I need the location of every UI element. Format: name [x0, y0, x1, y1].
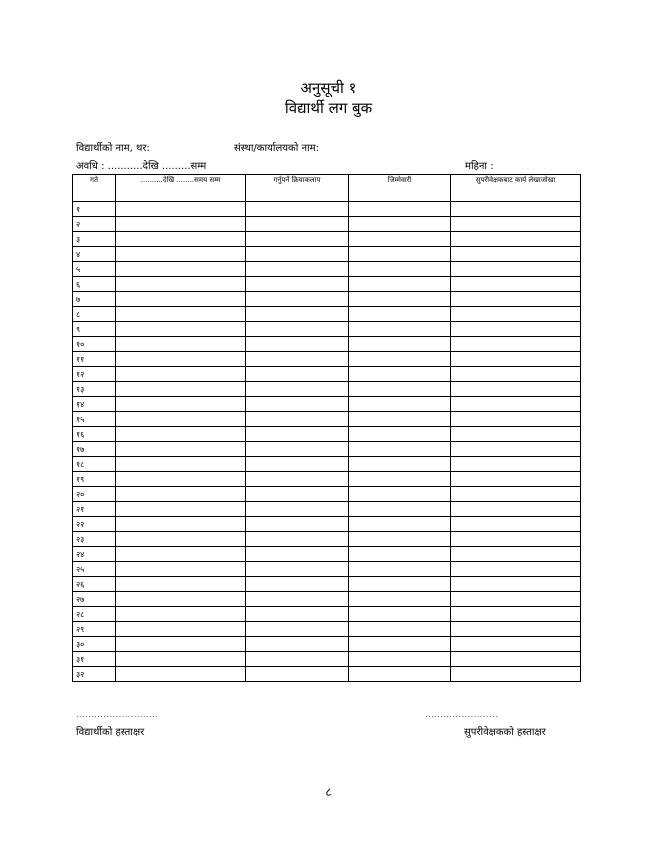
time-cell[interactable] [116, 322, 246, 337]
day-number-cell: ३१ [73, 652, 116, 667]
day-number-cell: १० [73, 337, 116, 352]
responsibility-cell[interactable] [349, 592, 451, 607]
time-cell[interactable] [116, 442, 246, 457]
log-table [72, 174, 581, 682]
table-row [73, 577, 581, 592]
evaluation-cell[interactable] [451, 592, 581, 607]
organization-name-label: संस्था/कार्यालयको नाम: [234, 143, 319, 154]
day-number-cell: ७ [73, 292, 116, 307]
responsibility-cell[interactable] [349, 427, 451, 442]
responsibility-cell[interactable] [349, 247, 451, 262]
table-row [73, 262, 581, 277]
evaluation-cell[interactable] [451, 382, 581, 397]
time-cell[interactable] [116, 397, 246, 412]
time-cell[interactable] [116, 232, 246, 247]
evaluation-cell[interactable] [451, 217, 581, 232]
evaluation-cell[interactable] [451, 637, 581, 652]
time-cell[interactable] [116, 562, 246, 577]
table-row [73, 412, 581, 427]
activity-cell[interactable] [246, 487, 349, 502]
table-row [73, 307, 581, 322]
day-number-cell: २१ [73, 502, 116, 517]
responsibility-cell[interactable] [349, 232, 451, 247]
day-number-cell: ३ [73, 232, 116, 247]
table-row [73, 382, 581, 397]
table-row [73, 427, 581, 442]
table-row [73, 367, 581, 382]
time-cell[interactable] [116, 337, 246, 352]
time-cell[interactable] [116, 412, 246, 427]
responsibility-cell[interactable] [349, 397, 451, 412]
log-book-title: विद्यार्थी लग बुक [284, 99, 373, 117]
evaluation-cell[interactable] [451, 202, 581, 217]
activity-cell[interactable] [246, 442, 349, 457]
day-number-cell: १४ [73, 397, 116, 412]
activity-cell[interactable] [246, 322, 349, 337]
table-row [73, 517, 581, 532]
table-row [73, 232, 581, 247]
day-number-cell: २२ [73, 517, 116, 532]
responsibility-cell[interactable] [349, 442, 451, 457]
evaluation-cell[interactable] [451, 412, 581, 427]
column-header-time: ..........देखि ........समय सम्म [116, 175, 246, 202]
day-number-cell: १८ [73, 457, 116, 472]
table-row [73, 337, 581, 352]
responsibility-cell[interactable] [349, 607, 451, 622]
time-cell[interactable] [116, 307, 246, 322]
table-row [73, 592, 581, 607]
table-row [73, 277, 581, 292]
column-header-supervisor-evaluation: सुपरीवेक्षकबाट कार्य लेखाजोखा [451, 175, 581, 202]
time-cell[interactable] [116, 607, 246, 622]
activity-cell[interactable] [246, 532, 349, 547]
table-row [73, 322, 581, 337]
time-cell[interactable] [116, 352, 246, 367]
activity-cell[interactable] [246, 262, 349, 277]
day-number-cell: २७ [73, 592, 116, 607]
responsibility-cell[interactable] [349, 217, 451, 232]
activity-cell[interactable] [246, 562, 349, 577]
table-row [73, 247, 581, 262]
responsibility-cell[interactable] [349, 517, 451, 532]
responsibility-cell[interactable] [349, 352, 451, 367]
evaluation-cell[interactable] [451, 247, 581, 262]
time-cell[interactable] [116, 667, 246, 682]
day-number-cell: ४ [73, 247, 116, 262]
responsibility-cell[interactable] [349, 412, 451, 427]
supervisor-signature-label: सुपरीवेक्षकको हस्ताक्षर [464, 727, 546, 738]
evaluation-cell[interactable] [451, 652, 581, 667]
activity-cell[interactable] [246, 277, 349, 292]
student-signature-line: ........................... [76, 710, 159, 719]
evaluation-cell[interactable] [451, 367, 581, 382]
time-cell[interactable] [116, 502, 246, 517]
responsibility-cell[interactable] [349, 367, 451, 382]
activity-cell[interactable] [246, 217, 349, 232]
activity-cell[interactable] [246, 232, 349, 247]
supervisor-signature-line: ........................ [425, 710, 499, 719]
day-number-cell: १३ [73, 382, 116, 397]
table-row [73, 472, 581, 487]
time-cell[interactable] [116, 277, 246, 292]
activity-cell[interactable] [246, 367, 349, 382]
table-row [73, 397, 581, 412]
period-label: अवधि : ...........देखि .........सम्म [76, 161, 207, 172]
activity-cell[interactable] [246, 607, 349, 622]
evaluation-cell[interactable] [451, 472, 581, 487]
day-number-cell: २० [73, 487, 116, 502]
responsibility-cell[interactable] [349, 622, 451, 637]
evaluation-cell[interactable] [451, 487, 581, 502]
activity-cell[interactable] [246, 592, 349, 607]
day-number-cell: १९ [73, 472, 116, 487]
time-cell[interactable] [116, 637, 246, 652]
student-name-label: विद्यार्थीको नाम, थर: [76, 143, 150, 154]
activity-cell[interactable] [246, 202, 349, 217]
responsibility-cell[interactable] [349, 262, 451, 277]
responsibility-cell[interactable] [349, 577, 451, 592]
responsibility-cell[interactable] [349, 547, 451, 562]
evaluation-cell[interactable] [451, 517, 581, 532]
responsibility-cell[interactable] [349, 337, 451, 352]
responsibility-cell[interactable] [349, 637, 451, 652]
page-number: ८ [325, 785, 332, 799]
responsibility-cell[interactable] [349, 292, 451, 307]
responsibility-cell[interactable] [349, 277, 451, 292]
day-number-cell: १२ [73, 367, 116, 382]
day-number-cell: २६ [73, 577, 116, 592]
activity-cell[interactable] [246, 652, 349, 667]
day-number-cell: १७ [73, 442, 116, 457]
evaluation-cell[interactable] [451, 667, 581, 682]
time-cell[interactable] [116, 247, 246, 262]
day-number-cell: ८ [73, 307, 116, 322]
activity-cell[interactable] [246, 292, 349, 307]
time-cell[interactable] [116, 217, 246, 232]
appendix-title: अनुसूची १ [300, 79, 357, 97]
evaluation-cell[interactable] [451, 562, 581, 577]
evaluation-cell[interactable] [451, 352, 581, 367]
time-cell[interactable] [116, 292, 246, 307]
responsibility-cell[interactable] [349, 562, 451, 577]
day-number-cell: १६ [73, 427, 116, 442]
responsibility-cell[interactable] [349, 382, 451, 397]
day-number-cell: ३० [73, 637, 116, 652]
day-number-cell: ५ [73, 262, 116, 277]
activity-cell[interactable] [246, 667, 349, 682]
evaluation-cell[interactable] [451, 457, 581, 472]
activity-cell[interactable] [246, 397, 349, 412]
time-cell[interactable] [116, 532, 246, 547]
table-row [73, 622, 581, 637]
activity-cell[interactable] [246, 427, 349, 442]
student-signature-label: विद्यार्थीको हस्ताक्षर [76, 727, 145, 738]
responsibility-cell[interactable] [349, 307, 451, 322]
evaluation-cell[interactable] [451, 337, 581, 352]
responsibility-cell[interactable] [349, 502, 451, 517]
table-row [73, 457, 581, 472]
responsibility-cell[interactable] [349, 322, 451, 337]
table-row [73, 607, 581, 622]
column-header-responsibility: जिम्मेवारी [349, 175, 451, 202]
table-row [73, 217, 581, 232]
time-cell[interactable] [116, 472, 246, 487]
table-row [73, 532, 581, 547]
table-row [73, 352, 581, 367]
responsibility-cell[interactable] [349, 532, 451, 547]
evaluation-cell[interactable] [451, 262, 581, 277]
time-cell[interactable] [116, 577, 246, 592]
time-cell[interactable] [116, 382, 246, 397]
responsibility-cell[interactable] [349, 652, 451, 667]
evaluation-cell[interactable] [451, 442, 581, 457]
activity-cell[interactable] [246, 547, 349, 562]
column-header-date: गते [73, 175, 116, 202]
evaluation-cell[interactable] [451, 532, 581, 547]
evaluation-cell[interactable] [451, 607, 581, 622]
day-number-cell: ६ [73, 277, 116, 292]
activity-cell[interactable] [246, 637, 349, 652]
evaluation-cell[interactable] [451, 322, 581, 337]
responsibility-cell[interactable] [349, 487, 451, 502]
table-row [73, 637, 581, 652]
time-cell[interactable] [116, 547, 246, 562]
column-header-activity: गर्नुपर्ने क्रियाकलाप [246, 175, 349, 202]
day-number-cell: ३२ [73, 667, 116, 682]
day-number-cell: ९ [73, 322, 116, 337]
evaluation-cell[interactable] [451, 232, 581, 247]
responsibility-cell[interactable] [349, 472, 451, 487]
month-label: महिना : [465, 161, 494, 172]
table-row [73, 487, 581, 502]
evaluation-cell[interactable] [451, 622, 581, 637]
activity-cell[interactable] [246, 382, 349, 397]
table-row [73, 667, 581, 682]
activity-cell[interactable] [246, 577, 349, 592]
activity-cell[interactable] [246, 307, 349, 322]
time-cell[interactable] [116, 622, 246, 637]
activity-cell[interactable] [246, 412, 349, 427]
day-number-cell: २९ [73, 622, 116, 637]
table-row [73, 442, 581, 457]
activity-cell[interactable] [246, 352, 349, 367]
evaluation-cell[interactable] [451, 277, 581, 292]
day-number-cell: २ [73, 217, 116, 232]
responsibility-cell[interactable] [349, 202, 451, 217]
table-header-row [73, 175, 581, 202]
activity-cell[interactable] [246, 622, 349, 637]
table-row [73, 562, 581, 577]
time-cell[interactable] [116, 517, 246, 532]
evaluation-cell[interactable] [451, 577, 581, 592]
activity-cell[interactable] [246, 337, 349, 352]
time-cell[interactable] [116, 427, 246, 442]
table-row [73, 292, 581, 307]
day-number-cell: २३ [73, 532, 116, 547]
table-row [73, 547, 581, 562]
activity-cell[interactable] [246, 502, 349, 517]
evaluation-cell[interactable] [451, 292, 581, 307]
day-number-cell: १५ [73, 412, 116, 427]
activity-cell[interactable] [246, 247, 349, 262]
day-number-cell: २४ [73, 547, 116, 562]
day-number-cell: १ [73, 202, 116, 217]
time-cell[interactable] [116, 262, 246, 277]
evaluation-cell[interactable] [451, 397, 581, 412]
time-cell[interactable] [116, 487, 246, 502]
log-table-body [73, 202, 581, 682]
activity-cell[interactable] [246, 517, 349, 532]
activity-cell[interactable] [246, 472, 349, 487]
time-cell[interactable] [116, 457, 246, 472]
time-cell[interactable] [116, 592, 246, 607]
responsibility-cell[interactable] [349, 457, 451, 472]
day-number-cell: २५ [73, 562, 116, 577]
activity-cell[interactable] [246, 457, 349, 472]
time-cell[interactable] [116, 652, 246, 667]
time-cell[interactable] [116, 202, 246, 217]
evaluation-cell[interactable] [451, 547, 581, 562]
responsibility-cell[interactable] [349, 667, 451, 682]
time-cell[interactable] [116, 367, 246, 382]
evaluation-cell[interactable] [451, 502, 581, 517]
evaluation-cell[interactable] [451, 307, 581, 322]
table-row [73, 202, 581, 217]
day-number-cell: ११ [73, 352, 116, 367]
day-number-cell: २८ [73, 607, 116, 622]
table-row [73, 502, 581, 517]
table-row [73, 652, 581, 667]
evaluation-cell[interactable] [451, 427, 581, 442]
